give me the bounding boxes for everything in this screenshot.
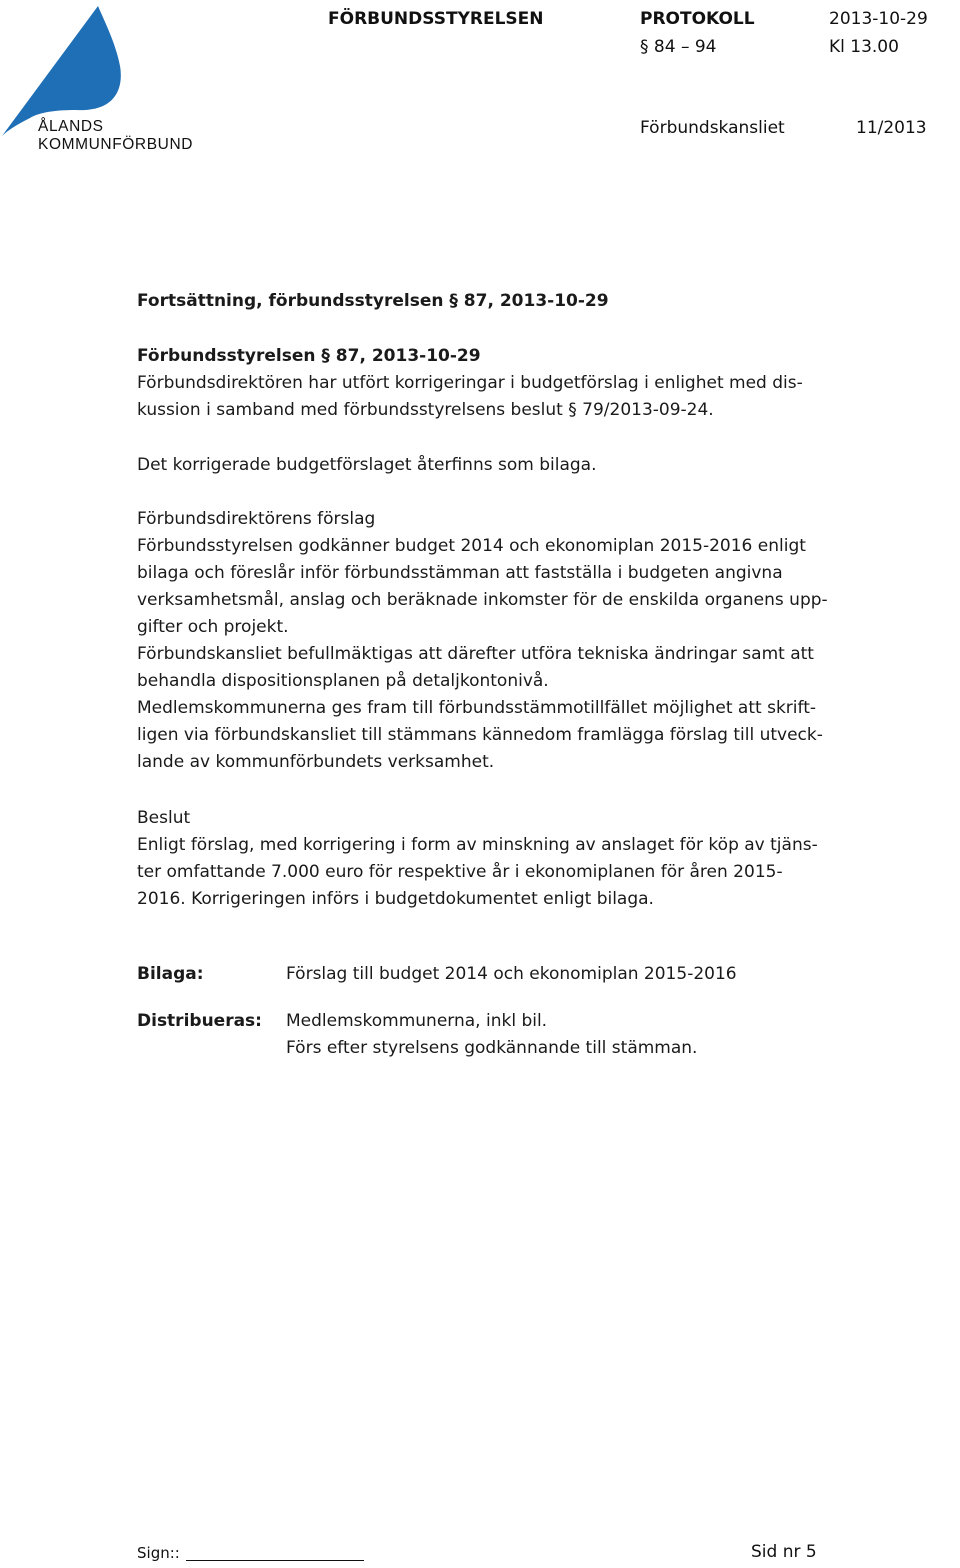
decision-block [137,805,818,913]
decision-line: 2016. Korrigeringen införs i budgetdokumentet enligt bilaga. [137,889,654,909]
continuation-title: Fortsättning, förbundsstyrelsen § 87, 2013-10-29 [137,291,609,311]
proposal-line: ligen via förbundskansliet till stämmans kännedom framlägga förslag till utveck- [137,725,823,745]
section-title: Förbundsstyrelsen § 87, 2013-10-29 [137,346,481,366]
proposal-line: gifter och projekt. [137,617,289,637]
distribution-block [286,1008,697,1062]
proposal-heading: Förbundsdirektörens förslag [137,509,376,529]
signature-line [186,1560,364,1561]
intro-line: Förbundsdirektören har utfört korrigeringar i budgetförslag i enlighet med dis- [137,373,803,393]
attachment-value: Förslag till budget 2014 och ekonomiplan 2015-2016 [286,964,737,984]
proposal-line: Medlemskommunerna ges fram till förbundsstämmotillfället möjlighet att skrift- [137,698,816,718]
proposal-line: behandla dispositionsplanen på detaljkontonivå. [137,671,549,691]
decision-line: ter omfattande 7.000 euro för respektive år i ekonomiplanen för åren 2015- [137,862,783,882]
office-name: Förbundskansliet [640,118,785,138]
meeting-date: 2013-10-29 [829,9,928,29]
logo-org-line-1: ÅLANDS [38,118,104,135]
distribution-line: Medlemskommunerna, inkl bil. [286,1011,548,1031]
intro-note: Det korrigerade budgetförslaget återfinns som bilaga. [137,455,597,475]
proposal-block [137,506,828,776]
section-block [137,343,803,424]
proposal-line: verksamhetsmål, anslag och beräknade inkomster för de enskilda organens upp- [137,590,828,610]
signature-label: Sign:: [137,1544,180,1562]
page-number: Sid nr 5 [751,1542,817,1562]
decision-heading: Beslut [137,808,191,828]
intro-line: kussion i samband med förbundsstyrelsens beslut § 79/2013-09-24. [137,400,714,420]
meeting-time: Kl 13.00 [829,37,899,57]
proposal-line: Förbundsstyrelsen godkänner budget 2014 och ekonomiplan 2015-2016 enligt [137,536,806,556]
document-type: PROTOKOLL [640,9,755,29]
attachment-label: Bilaga: [137,964,204,984]
protocol-number: 11/2013 [856,118,927,138]
logo-org-line-2: KOMMUNFÖRBUND [38,136,194,153]
organization-logo [0,0,210,160]
distribution-line: Förs efter styrelsens godkännande till stämman. [286,1038,698,1058]
proposal-line: lande av kommunförbundets verksamhet. [137,752,495,772]
section-range: § 84 – 94 [640,37,717,57]
board-name: FÖRBUNDSSTYRELSEN [328,9,544,29]
distribution-label: Distribueras: [137,1011,262,1031]
proposal-line: bilaga och föreslår inför förbundsstämman att fastställa i budgeten angivna [137,563,783,583]
proposal-line: Förbundskansliet befullmäktigas att därefter utföra tekniska ändringar samt att [137,644,814,664]
decision-line: Enligt förslag, med korrigering i form av minskning av anslaget för köp av tjäns- [137,835,818,855]
